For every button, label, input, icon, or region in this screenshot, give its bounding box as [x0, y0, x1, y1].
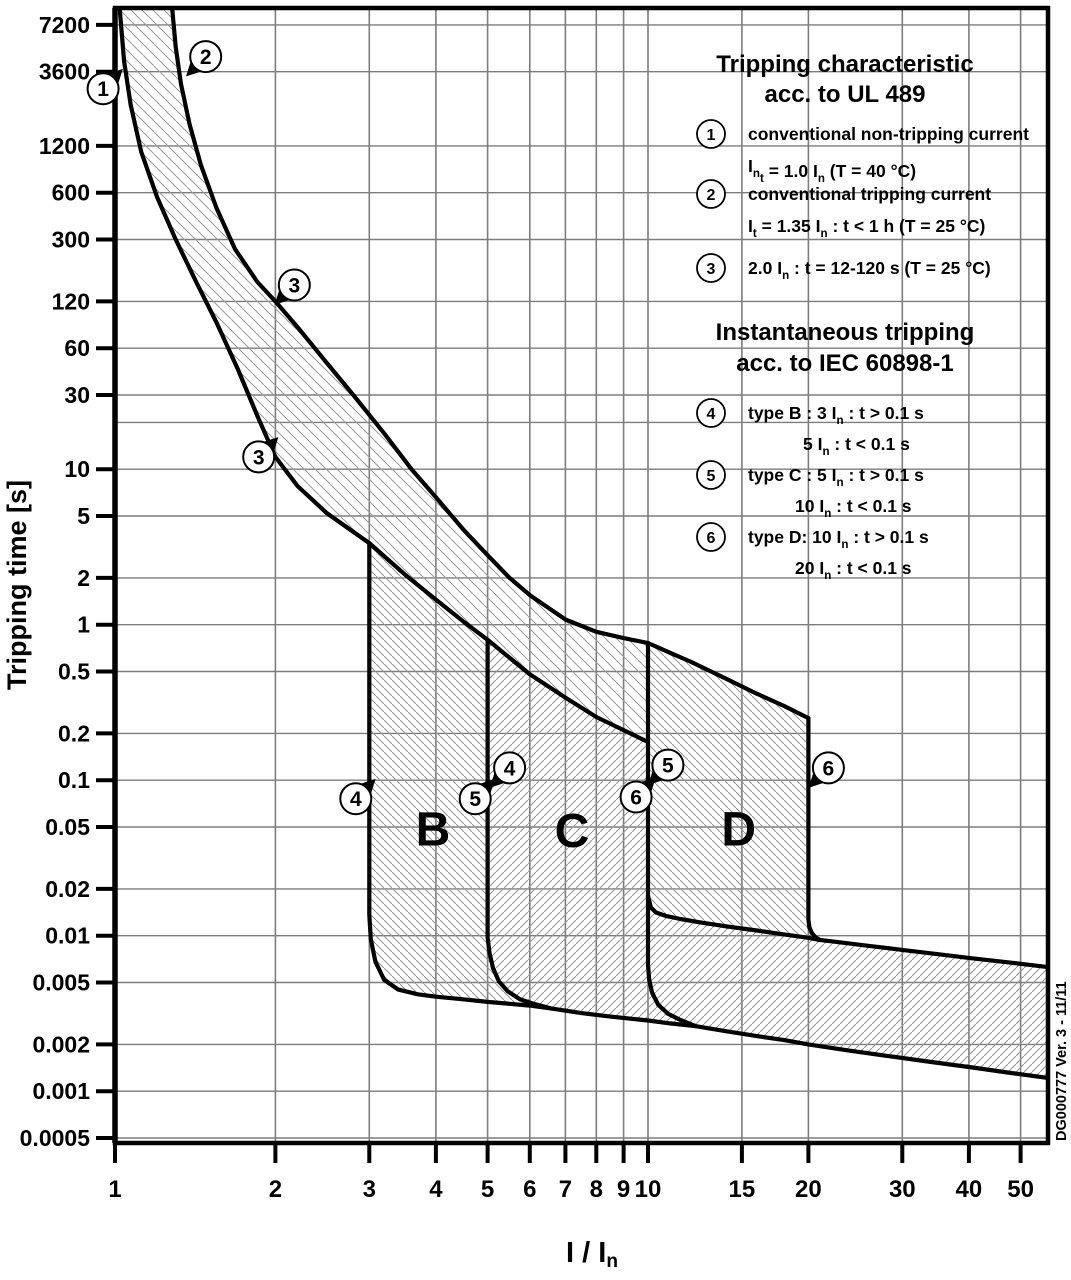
y-tick-label: 1200: [38, 132, 90, 159]
legend-item-number: 4: [706, 406, 716, 423]
legend-heading: acc. to IEC 60898-1: [736, 350, 954, 377]
legend-item-number: 6: [706, 530, 716, 547]
legend: [697, 51, 1029, 582]
y-tick-label: 0.1: [58, 767, 90, 794]
region-label-d: D: [721, 803, 757, 857]
y-tick-label: 0.005: [32, 969, 90, 996]
marker-3: [243, 437, 278, 472]
legend-item-text: conventional non-tripping current: [748, 124, 1029, 144]
marker-number: 3: [288, 274, 301, 298]
y-tick-label: 30: [64, 382, 90, 408]
x-tick-label: 40: [955, 1176, 983, 1203]
x-tick-label: 2: [268, 1176, 283, 1203]
x-tick-label: 6: [523, 1176, 537, 1203]
y-tick-label: 10: [64, 456, 90, 483]
x-tick-label: 4: [429, 1176, 443, 1203]
marker-number: 5: [469, 788, 482, 812]
y-tick-label: 0.001: [32, 1078, 90, 1105]
legend-item-text: type C : 5 $I_n$ : t > 0.1 s: [748, 465, 924, 489]
x-tick-label: 8: [589, 1176, 603, 1203]
x-tick-label: 50: [1007, 1176, 1034, 1203]
legend-item-text: type B : 3 $I_n$ : t > 0.1 s: [748, 403, 924, 427]
legend-item-text: $I_{nt} = 1.0$ $I_n$ (T = 40 °C): [748, 156, 917, 185]
legend-item-number: 3: [706, 261, 716, 278]
y-tick-label: 5: [77, 503, 90, 529]
y-axis-title: Tripping time [s]: [2, 479, 32, 691]
type-d-region: [648, 643, 820, 940]
type-d-upper-limit: [808, 718, 819, 940]
legend-item-number: 1: [706, 127, 716, 144]
x-tick-label: 7: [558, 1176, 573, 1203]
marker-number: 4: [349, 788, 362, 812]
legend-item-text: type D: 10 $I_n$ : t > 0.1 s: [748, 527, 929, 551]
legend-heading: acc. to UL 489: [764, 81, 926, 108]
legend-item-text: $I_t = 1.35$ $I_n$ : t < 1 h (T = 25 °C): [748, 216, 986, 240]
marker-number: 1: [97, 78, 109, 102]
legend-heading: Instantaneous tripping: [715, 319, 975, 346]
marker-number: 4: [503, 757, 516, 781]
y-tick-label: 0.5: [58, 658, 90, 685]
y-tick-label: 300: [51, 226, 90, 253]
legend-item-text: 10 $I_n$ : t < 0.1 s: [795, 496, 912, 520]
marker-6: [809, 752, 844, 787]
legend-item-text: 5 $I_n$ : t < 0.1 s: [803, 434, 910, 458]
marker-number: 6: [822, 757, 835, 781]
x-tick-label: 30: [888, 1176, 916, 1203]
y-tick-label: 2: [77, 564, 90, 591]
y-tick-label: 600: [51, 179, 90, 206]
legend-item-text: 2.0 $I_n$ : t = 12-120 s (T = 25 °C): [748, 258, 991, 282]
legend-heading: Tripping characteristic: [716, 51, 974, 78]
y-tick-label: 3600: [38, 58, 90, 85]
marker-number: 6: [630, 786, 642, 810]
x-tick-label: 15: [728, 1176, 756, 1203]
marker-number: 5: [662, 754, 674, 778]
y-tick-label: 60: [64, 335, 90, 362]
y-tick-label: 0.02: [45, 875, 90, 902]
y-tick-label: 0.2: [58, 720, 90, 747]
y-tick-label: 0.01: [45, 922, 90, 949]
legend-item-number: 2: [706, 187, 716, 204]
y-tick-label: 0.05: [45, 814, 90, 840]
x-tick-label: 20: [795, 1176, 822, 1203]
y-tick-label: 0.0005: [19, 1125, 90, 1151]
x-tick-label: 3: [362, 1176, 376, 1203]
x-tick-label: 5: [480, 1176, 495, 1203]
watermark: DG000777 Ver. 3 - 11/11: [1054, 981, 1070, 1141]
y-tick-label: 7200: [38, 11, 90, 38]
marker-number: 2: [199, 46, 212, 70]
y-tick-label: 0.002: [32, 1031, 90, 1058]
legend-item-text: 20 $I_n$ : t < 0.1 s: [795, 558, 912, 582]
y-tick-label: 120: [51, 288, 90, 315]
x-tick-label: 1: [108, 1176, 122, 1203]
y-tick-label: 1: [77, 611, 90, 638]
region-label-b: B: [415, 803, 451, 857]
x-tick-label: 9: [616, 1176, 631, 1203]
marker-3: [275, 270, 310, 305]
x-axis-title: I / In: [566, 1237, 618, 1272]
x-tick-label: 10: [634, 1176, 662, 1203]
region-label-c: C: [554, 804, 590, 858]
legend-item-number: 5: [706, 468, 716, 485]
marker-number: 3: [252, 446, 265, 470]
legend-item-text: conventional tripping current: [748, 184, 992, 204]
